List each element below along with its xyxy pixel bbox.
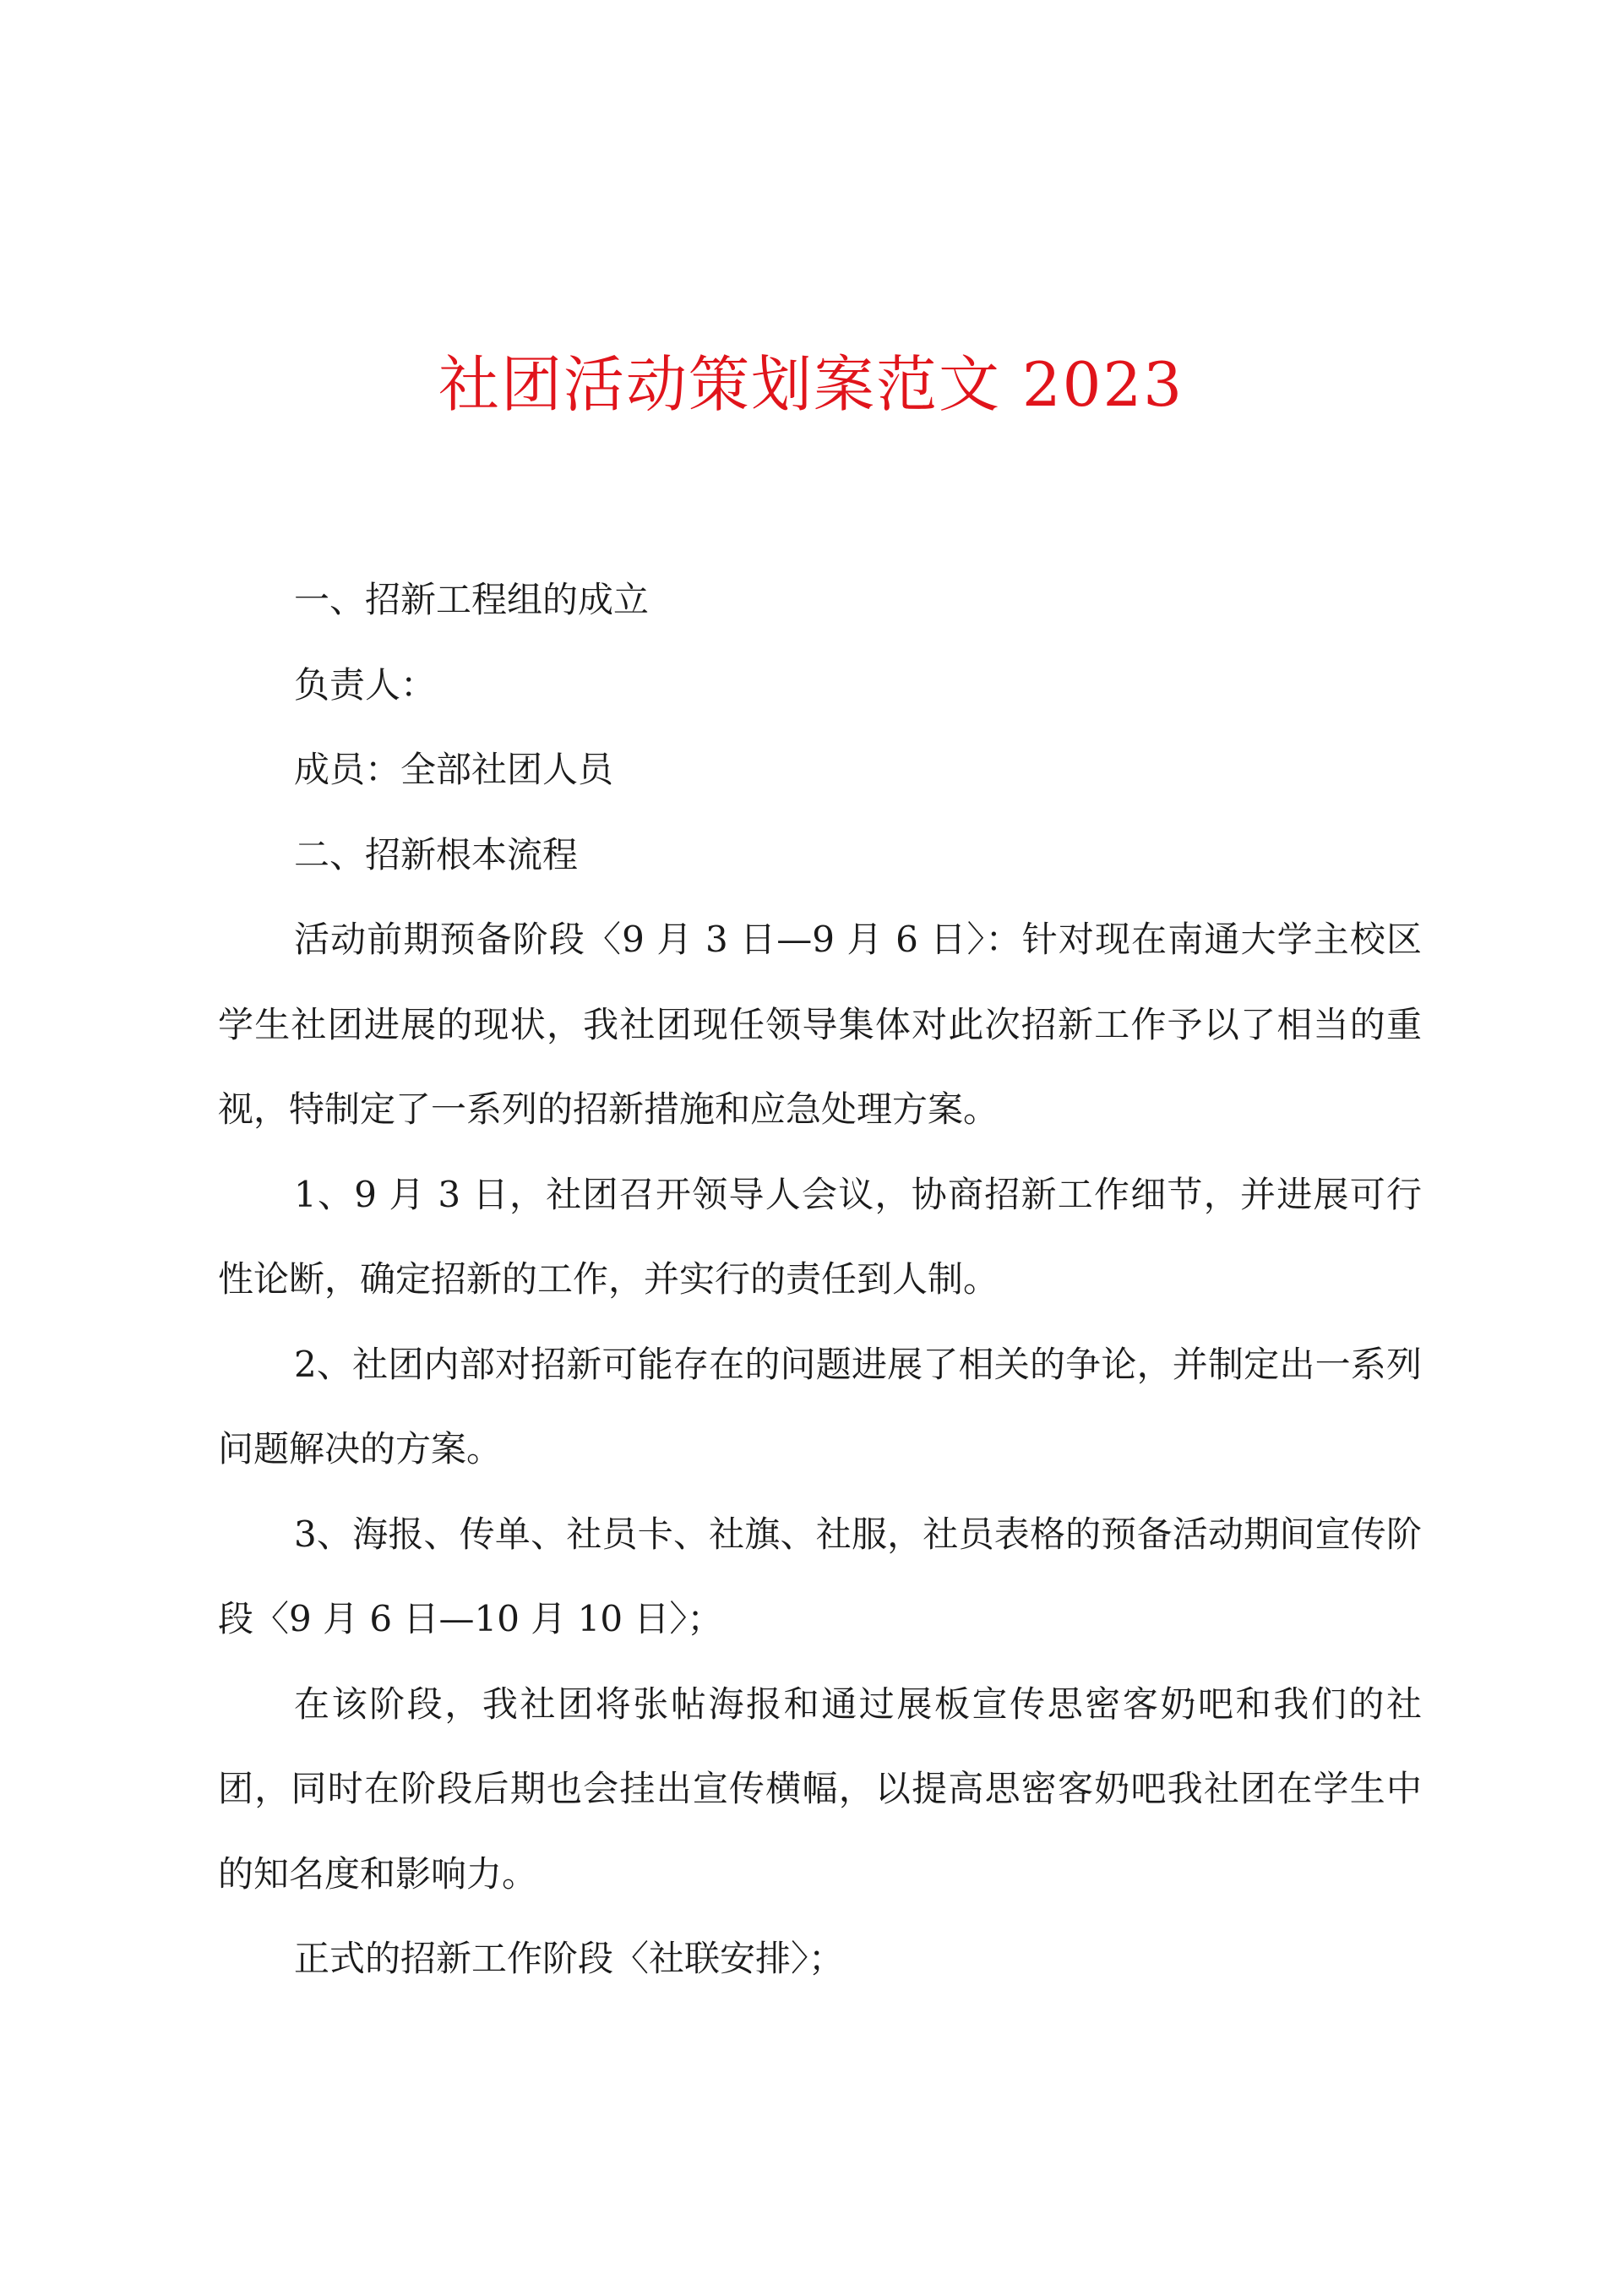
paragraph-formal-recruitment: 正式的招新工作阶段〈社联安排〉； bbox=[294, 1938, 845, 1979]
members-line: 成员：全部社团人员 bbox=[294, 749, 614, 790]
heading-recruitment-group: 一、招新工程组的成立 bbox=[294, 579, 650, 620]
heading-basic-process: 二、招新根本流程 bbox=[294, 833, 579, 875]
paragraph-publicity-stage: 在该阶段，我社团将张帖海报和通过展板宣传思密客奶吧和我们的社团，同时在阶段后期也会挂出宣传横幅，以提高思密客奶吧我社团在学生中的知名度和影响力。 bbox=[218, 1682, 1422, 1895]
document-body bbox=[218, 558, 1422, 2002]
document-title: 社团活动策划案范文 2023 bbox=[438, 349, 1184, 420]
paragraph-item-2: 2、社团内部对招新可能存在的问题进展了相关的争论，并制定出一系列问题解决的方案。 bbox=[218, 1343, 1422, 1470]
paragraph-item-3: 3、海报、传单、社员卡、社旗、社服，社员表格的预备活动期间宣传阶段〈9 月 6 日—10 月 10 日〉； bbox=[218, 1513, 1422, 1639]
paragraph-preparation-stage: 活动前期预备阶段〈9 月 3 日—9 月 6 日〉：针对现在南通大学主校区学生社团进展的现状，我社团现任领导集体对此次招新工作予以了相当的重视，特制定了一系列的招新措施和应急处理方案。 bbox=[218, 919, 1422, 1130]
paragraph-item-1: 1、9 月 3 日，社团召开领导人会议，协商招新工作细节，并进展可行性论断，确定招新的工作，并实行的责任到人制。 bbox=[218, 1173, 1422, 1300]
person-in-charge-line: 负责人： bbox=[294, 663, 437, 706]
